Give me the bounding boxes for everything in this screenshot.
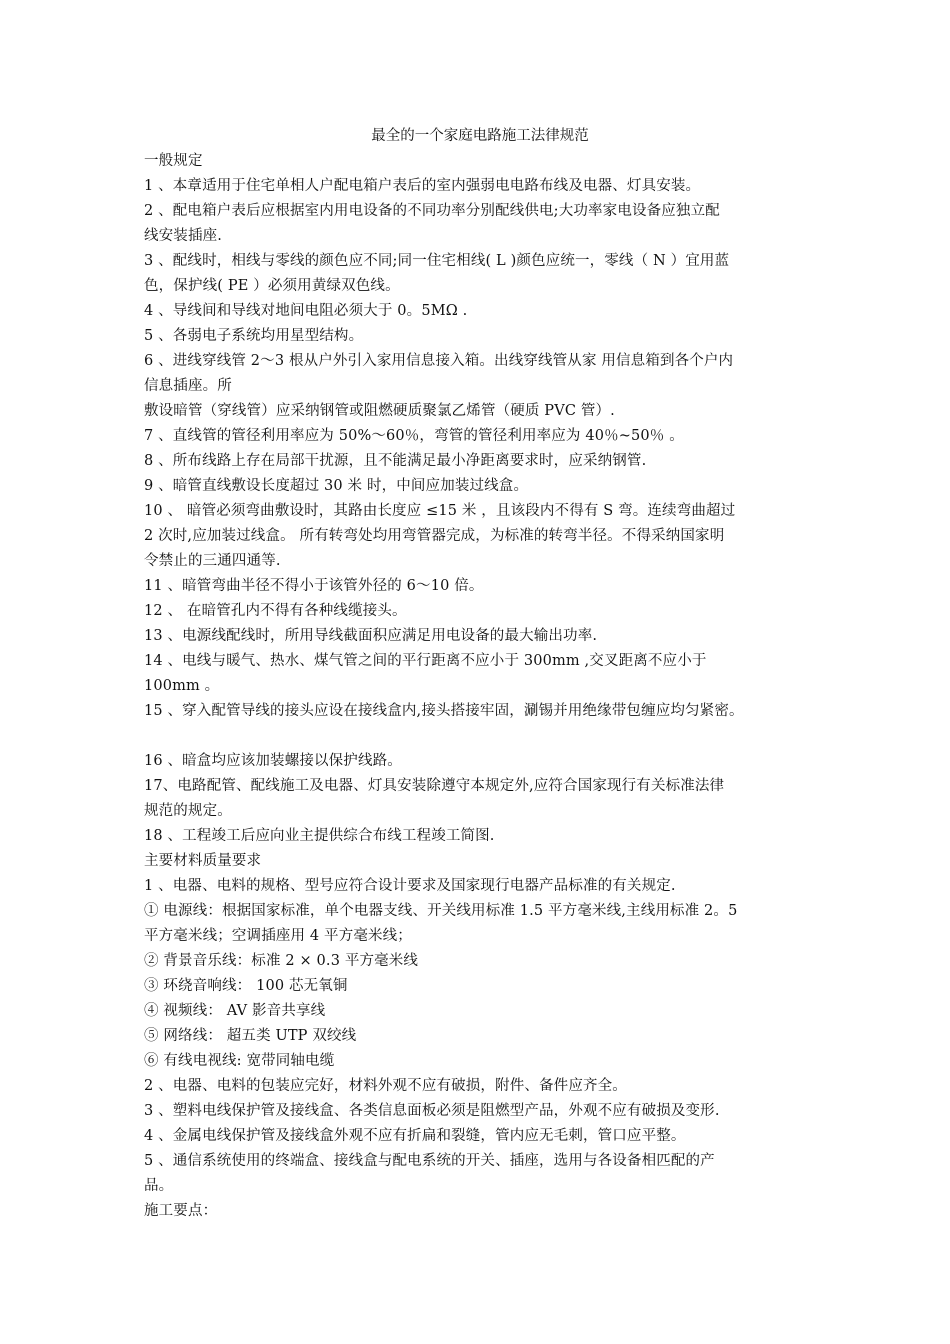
document-body [144,124,816,1224]
text-line: 6 、进线穿线管 2～3 根从户外引入家用信息接入箱。出线穿线管从家 用信息箱到各个户内 [144,353,734,369]
text-line: 18 、工程竣工后应向业主提供综合布线工程竣工简图. [144,828,495,844]
text-line: 9 、暗管直线敷设长度超过 30 米 时，中间应加装过线盒。 [144,478,529,494]
text-line: 令禁止的三通四通等. [144,553,281,569]
text-line: 1 、电器、电料的规格、型号应符合设计要求及国家现行电器产品标准的有关规定. [144,878,676,894]
text-line: 2 、配电箱户表后应根据室内用电设备的不同功率分别配线供电;大功率家电设备应独立配 [144,203,720,219]
text-line: 16 、暗盒均应该加装螺接以保护线路。 [144,753,402,769]
text-line: 100mm 。 [144,678,220,694]
text-line: 敷设暗管（穿线管）应采纳钢管或阻燃硬质聚氯乙烯管（硬质 PVC 管）. [144,403,615,419]
text-line: 10 、 暗管必须弯曲敷设时，其路由长度应 ≤15 米 ，且该段内不得有 S 弯。连续弯曲超过 [144,503,736,519]
text-line: 8 、所布线路上存在局部干扰源，且不能满足最小净距离要求时，应采纳钢管. [144,453,647,469]
text-line: ⑤ 网络线： 超五类 UTP 双绞线 [144,1028,357,1044]
text-line: 5 、通信系统使用的终端盒、接线盒与配电系统的开关、插座，选用与各设备相匹配的产 [144,1153,715,1169]
text-line: ② 背景音乐线：标准 2 × 0.3 平方毫米线 [144,953,419,969]
text-line: 17、电路配管、配线施工及电器、灯具安装除遵守本规定外,应符合国家现行有关标准法律 [144,778,725,794]
text-line: 4 、金属电线保护管及接线盒外观不应有折扁和裂缝，管内应无毛刺，管口应平整。 [144,1128,686,1144]
document-text [144,149,816,1224]
text-line: 平方毫米线；空调插座用 4 平方毫米线； [144,928,412,944]
text-line: ① 电源线：根据国家标准，单个电器支线、开关线用标准 1.5 平方毫米线,主线用标准 2。5 [144,903,738,919]
text-line: 7 、直线管的管径利用率应为 50%～60％，弯管的管径利用率应为 40％~50％ 。 [144,428,684,444]
text-line: 12 、 在暗管孔内不得有各种线缆接头。 [144,603,407,619]
text-line: ③ 环绕音响线： 100 芯无氧铜 [144,978,348,994]
text-line: 4 、导线间和导线对地间电阻必须大于 0。5MΩ . [144,303,468,319]
document-title: 最全的一个家庭电路施工法律规范 [371,128,589,144]
text-line: 13 、电源线配线时，所用导线截面积应满足用电设备的最大输出功率. [144,628,598,644]
text-line: 11 、暗管弯曲半径不得小于该管外径的 6～10 倍。 [144,578,484,594]
text-line: ⑥ 有线电视线: 宽带同轴电缆 [144,1053,335,1069]
text-line: 15 、穿入配管导线的接头应设在接线盒内,接头搭接牢固，涮锡并用绝缘带包缠应均匀紧密。 [144,703,744,719]
text-line: 信息插座。所 [144,378,232,394]
text-line: 2 次时,应加装过线盒。 所有转弯处均用弯管器完成，为标准的转弯半径。不得采纳国家明 [144,528,725,544]
text-line: 2 、电器、电料的包装应完好，材料外观不应有破损，附件、备件应齐全。 [144,1078,627,1094]
section-heading: 施工要点： [144,1203,218,1219]
text-line: 3 、塑料电线保护管及接线盒、各类信息面板必须是阻燃型产品，外观不应有破损及变形. [144,1103,720,1119]
text-line: 3 、配线时，相线与零线的颜色应不同;同一住宅相线( L )颜色应统一，零线（ N ）宜用蓝 [144,253,730,269]
section-heading: 主要材料质量要求 [144,853,262,869]
text-line: 规范的规定。 [144,803,232,819]
text-line: ④ 视频线： AV 影音共享线 [144,1003,326,1019]
text-line: 色，保护线( PE ）必须用黄绿双色线。 [144,278,400,294]
text-line: 品。 [144,1178,174,1194]
text-line: 线安装插座. [144,228,223,244]
blank-line [144,724,816,749]
text-line: 5 、各弱电子系统均用星型结构。 [144,328,364,344]
text-line: 一般规定 [144,153,203,169]
text-line: 1 、本章适用于住宅单相人户配电箱户表后的室内强弱电电路布线及电器、灯具安装。 [144,178,701,194]
text-line: 14 、电线与暖气、热水、煤气管之间的平行距离不应小于 300mm ,交叉距离不应小于 [144,653,707,669]
